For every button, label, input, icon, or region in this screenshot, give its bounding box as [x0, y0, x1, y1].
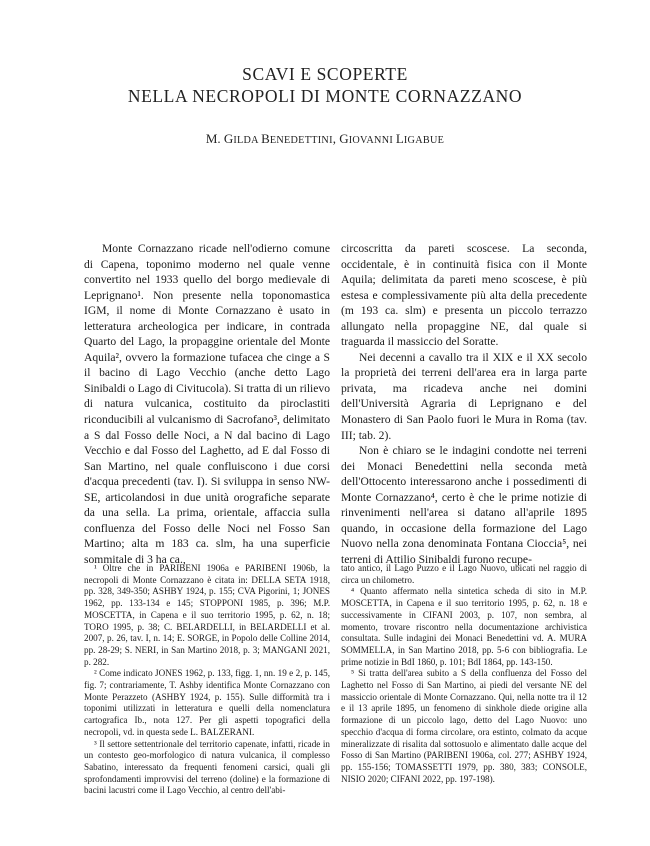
- footnote-5: ⁵ Si tratta dell'area subito a S della confluenza del Fosso del Laghetto nel Fosso di San Martino, ai piedi del versante NE del massiccio orientale di Monte Cornazzano. Qui, nella notte tra il 12 e il 13 aprile 1895, un fenomeno di sinkhole diede origine alla formazione di un piccolo lago, detto del Lago Nuovo: uno specchio d'acqua di forma circolare, ora estinto, colmato da acque mineralizzate di risalita dal sottosuolo e alimentato dalle acque del Fosso di San Martino (PARIBENI 1906a, col. 277; ASHBY 1924, pp. 155-156; TOMASSETTI 1979, pp. 380, 383; CONSOLE, NISIO 2020; CIFANI 2022, pp. 197-198).: [341, 668, 587, 784]
- footnotes-right: [341, 563, 587, 785]
- body-paragraph: Nei decenni a cavallo tra il XIX e il XX secolo la proprietà dei terreni dell'area era in larga parte privata, ma ricadeva anche nei domini dell'Università Agraria di Leprignano e del Monastero di San Paolo fuori le Mura in Roma (tav. III; tab. 2).: [341, 350, 587, 442]
- title-line-2: NELLA NECROPOLI DI MONTE CORNAZZANO: [127, 86, 523, 106]
- author-1-given-rest: ILDA: [233, 135, 262, 146]
- body-column-left: [84, 241, 330, 567]
- body-column-right: [341, 241, 587, 567]
- author-1-initial: M. G: [205, 131, 234, 146]
- footnote-2: ² Come indicato JONES 1962, p. 133, figg. 1, nn. 19 e 2, p. 145, fig. 7; contrariamente, T. Ashby identifica Monte Cornazzano con Monte Perazzeto (ASHBY 1924, p. 155). Sulle difformità tra i toponimi utilizzati in letteratura e quelli della nomenclatura cartografica Ib., nota 127. Per gli aspetti topografici della necropoli, vd. in questa sede L. BALZERANI.: [84, 668, 330, 737]
- author-2-given-rest: IOVANNI: [348, 135, 396, 146]
- footnote-4: ⁴ Quanto affermato nella sintetica scheda di sito in M.P. MOSCETTA, in Capena e il suo territorio 1995, p. 62, n. 18 e successivamente in CIFANI 2003, p. 107, non sembra, al momento, trovare riscontro nella documentazione archivistica consultata. Sulle indagini dei Monaci Benedettini vd. A. MURA SOMMELLA, in San Martino 2018, pp. 5-6 con bibliografia. Le prime notizie in BdI 1860, p. 101; BdI 1864, pp. 143-150.: [341, 586, 587, 667]
- title-line-1: SCAVI E SCOPERTE: [242, 64, 408, 84]
- body-paragraph: Monte Cornazzano ricade nell'odierno comune di Capena, toponimo moderno nel quale venne convertito nel 1933 quello del borgo medievale di Leprignano¹. Non presente nella toponomastica IGM, il nome di Monte Cornazzano è usato in letteratura archeologica per indicare, in contrada Quarto del Lago, la propaggine orientale del Monte Aquila², ovvero la formazione tufacea che cinge a S il bacino di Lago Vecchio (anche detto Lago Sinibaldi o Lago di Civitucola). Si tratta di un rilievo di natura vulcanica, costituito da piroclastiti riconducibili al vulcanismo di Sacrofano³, delimitato a S dal Fosso delle Noci, a N dal bacino di Lago Vecchio e dal Fosso del Laghetto, ad E dal Fosso di San Martino, nel quale confluiscono i due corsi d'acqua precedenti (tav. I). Si sviluppa in senso NW-SE, articolandosi in due unità orografiche separate da una sella. La prima, orientale, affaccia sulla confluenza del Fosso delle Noci nel Fosso San Martino; alta m 183 ca. slm, ha una superficie sommitale di 3 ha ca.,: [84, 242, 331, 566]
- author-2-surname-initial: L: [395, 131, 404, 146]
- footnote-3: ³ Il settore settentrionale del territorio capenate, infatti, ricade in un contesto geo-morfologico di natura vulcanica, il complesso Sabatino, interessato da frequenti fenomeni carsici, quali gli sprofondamenti improvvisi del terreno (doline) e la formazione di bacini lacustri come il Lago Vecchio, al centro dell'abi-: [84, 738, 330, 796]
- author-separator: ,: [332, 131, 340, 146]
- author-1-surname-rest: ENEDETTINI: [269, 135, 333, 146]
- footnotes-left: [84, 563, 330, 797]
- footnote-3-continuation: tato antico, il Lago Puzzo e il Lago Nuovo, ubicati nel raggio di circa un chilometro.: [341, 563, 587, 585]
- body-paragraph: Non è chiaro se le indagini condotte nei terreni dei Monaci Benedettini nella seconda metà dell'Ottocento interessarono anche i possedimenti di Monte Cornazzano⁴, certo è che le prime notizie di rinvenimenti nell'area si datano all'aprile 1895 quando, in occasione della formazione del Lago Nuovo nella zona denominata Fontana Cioccia⁵, nei terreni di Attilio Sinibaldi furono recupe-: [341, 444, 587, 566]
- footnote-1: ¹ Oltre che in PARIBENI 1906a e PARIBENI 1906b, la necropoli di Monte Cornazzano è citata in: DELLA SETA 1918, pp. 328, 349-350; ASHBY 1924, p. 155; CVA Pigorini, 1; JONES 1962, pp. 133-134 e 145; STOPPONI 1985, p. 396; M.P. MOSCETTA, in Capena e il suo territorio 1995, p. 62, n. 18; TORO 1995, p. 38; C. BELARDELLI, in BELARDELLI et al. 2007, p. 26, tav. I, n. 14; E. SORGE, in Popolo delle Colline 2014, pp. 28-29; S. NERI, in San Martino 2018, p. 3; MANGANI 2021, p. 282.: [84, 563, 330, 667]
- author-1-surname-initial: B: [261, 131, 270, 146]
- author-2-initial: G: [339, 131, 349, 146]
- authors-line: [0, 131, 650, 147]
- author-2-surname-rest: IGABUE: [403, 135, 445, 146]
- body-paragraph: circoscritta da pareti scoscese. La seconda, occidentale, è in continuità fisica con il Monte Aquila; delimitata da pareti meno scoscese, è più estesa e complessivamente più alta della precedente (m 193 ca. slm) e presenta un piccolo terrazzo allungato nella propaggine NE, dal quale si traguarda il massiccio del Soratte.: [341, 242, 587, 349]
